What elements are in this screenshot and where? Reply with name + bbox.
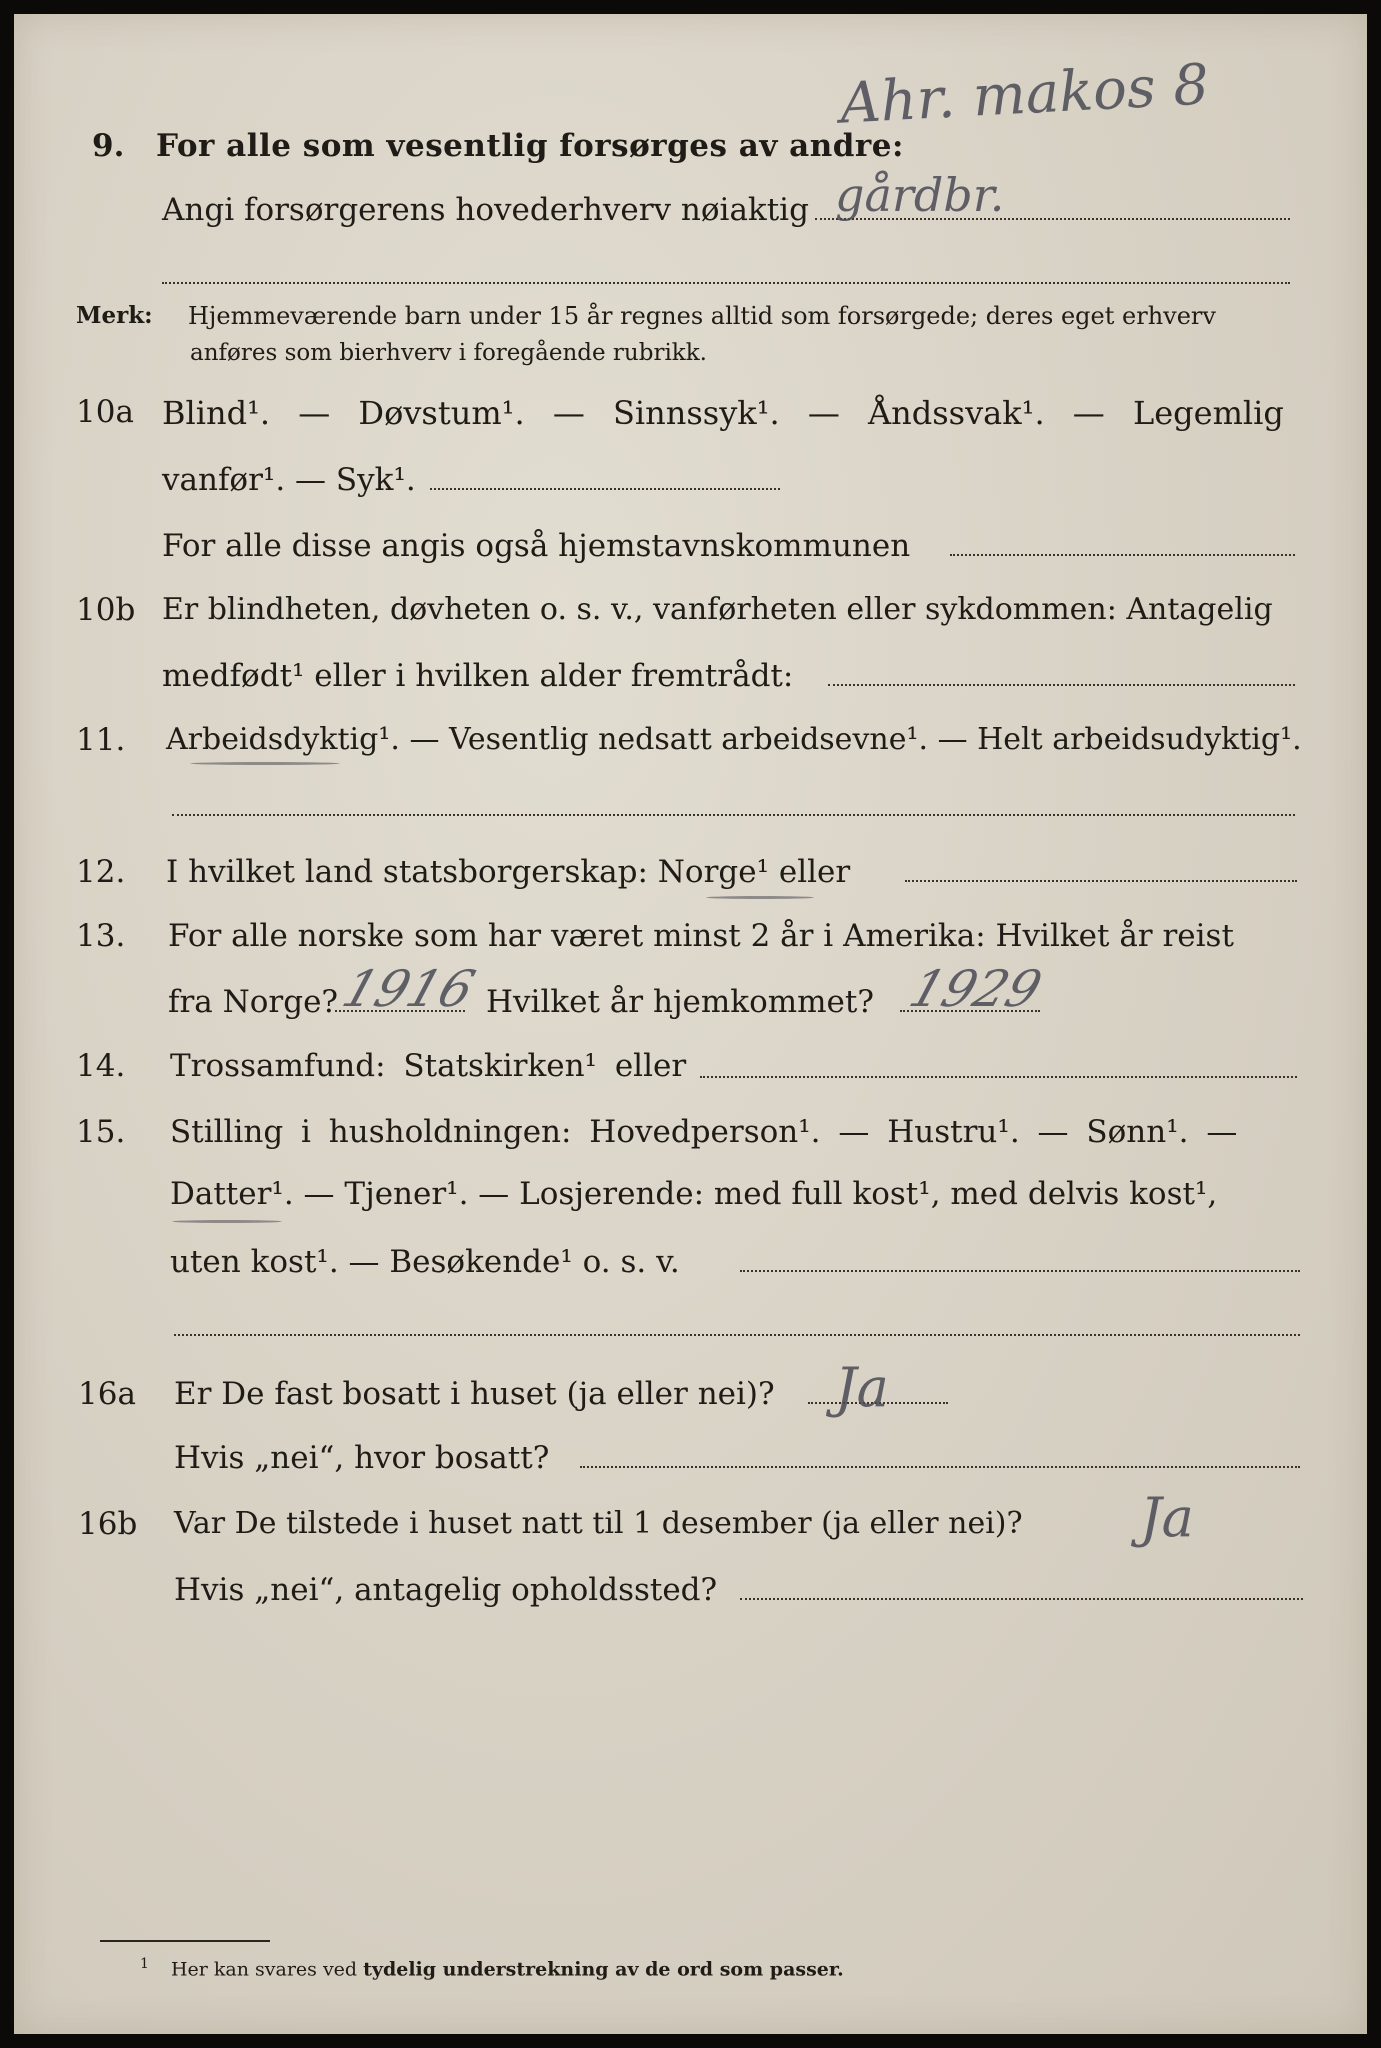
- merk-line1: Hjemmeværende barn under 15 år regnes alltid som forsørgede; deres eget erhverv: [188, 302, 1216, 330]
- q13-line2a: fra Norge?: [168, 984, 339, 1020]
- q13-number: 13.: [76, 918, 126, 954]
- handwritten-q16a-answer: Ja: [835, 1356, 889, 1419]
- q14-answer-line: [700, 1076, 1297, 1078]
- q14-number: 14.: [76, 1048, 126, 1084]
- q15-datter-underline: [172, 1220, 282, 1223]
- q13-line2b: Hvilket år hjemkommet?: [486, 984, 874, 1020]
- q14-line1: Trossamfund: Statskirken¹ eller: [170, 1048, 687, 1084]
- q10a-hjemstavn-line: [950, 554, 1295, 556]
- q11-continuation-line: [172, 814, 1295, 816]
- q16b-opholdssted-line: [740, 1598, 1303, 1600]
- footnote-text-plain: Her kan svares ved: [170, 1958, 358, 1981]
- q16a-line1: Er De fast bosatt i huset (ja eller nei)?: [174, 1376, 775, 1412]
- handwritten-top-note: Ahr. makos 8: [838, 52, 1211, 137]
- footnote-text-bold: tydelig understrekning av de ord som passer.: [363, 1958, 844, 1981]
- q12-norge-underline: [706, 896, 814, 899]
- handwritten-q9-answer: gårdbr.: [835, 168, 1005, 222]
- q15-answer-line: [740, 1270, 1300, 1272]
- q10a-line3: For alle disse angis også hjemstavnskommunen: [162, 528, 911, 564]
- q13-line1: For alle norske som har været minst 2 år i Amerika: Hvilket år reist: [168, 918, 1234, 954]
- q10a-line2: vanfør¹. — Syk¹.: [162, 462, 416, 498]
- q15-line1: Stilling i husholdningen: Hovedperson¹. — Hustru¹. — Sønn¹. —: [170, 1114, 1238, 1150]
- q11-arbeidsdyktig-underline: [190, 762, 340, 765]
- q15-line2: Datter¹. — Tjener¹. — Losjerende: med full kost¹, med delvis kost¹,: [170, 1176, 1218, 1212]
- q9-number: 9.: [92, 128, 125, 164]
- footnote-mark: 1: [140, 1956, 149, 1972]
- q12-number: 12.: [76, 854, 126, 890]
- footnote: [140, 1956, 844, 1980]
- q10b-answer-line: [828, 684, 1295, 686]
- q9-line1: For alle som vesentlig forsørges av andre:: [156, 128, 904, 164]
- q15-number: 15.: [76, 1114, 126, 1150]
- q16b-line1: Var De tilstede i huset natt til 1 desember (ja eller nei)?: [174, 1506, 1023, 1541]
- q10a-line1: Blind¹. — Døvstum¹. — Sinnssyk¹. — Åndssvak¹. — Legemlig: [162, 394, 1284, 432]
- q9-continuation-line: [162, 282, 1290, 284]
- q9-line2: Angi forsørgerens hovederhverv nøiaktig: [162, 192, 809, 228]
- q12-line1: I hvilket land statsborgerskap: Norge¹ eller: [166, 854, 851, 890]
- q15-line3: uten kost¹. — Besøkende¹ o. s. v.: [170, 1244, 680, 1280]
- q15-continuation-line: [174, 1334, 1300, 1336]
- handwritten-q13-year-return: 1929: [902, 960, 1049, 1018]
- q16a-bosatt-line: [580, 1466, 1300, 1468]
- q16b-number: 16b: [78, 1506, 138, 1542]
- q10a-syk-line: [430, 488, 780, 490]
- merk-label: Merk:: [76, 302, 153, 329]
- q11-line1: Arbeidsdyktig¹. — Vesentlig nedsatt arbeidsevne¹. — Helt arbeidsudyktig¹.: [166, 722, 1302, 757]
- q11-number: 11.: [76, 722, 126, 758]
- footnote-rule: [100, 1940, 270, 1942]
- q16b-line2: Hvis „nei“, antagelig opholdssted?: [174, 1572, 718, 1608]
- q12-answer-line: [905, 880, 1297, 882]
- merk-line2: anføres som bierhverv i foregående rubrikk.: [190, 340, 707, 366]
- q10b-line2: medfødt¹ eller i hvilken alder fremtrådt:: [162, 658, 794, 694]
- q10a-number: 10a: [76, 394, 134, 430]
- handwritten-q13-year-left: 1916: [335, 960, 482, 1018]
- handwritten-q16b-answer: Ja: [1140, 1486, 1194, 1549]
- q16a-number: 16a: [78, 1376, 136, 1412]
- q10b-line1: Er blindheten, døvheten o. s. v., vanførheten eller sykdommen: Antagelig: [162, 592, 1273, 627]
- q10b-number: 10b: [76, 592, 136, 628]
- q16a-line2: Hvis „nei“, hvor bosatt?: [174, 1440, 550, 1476]
